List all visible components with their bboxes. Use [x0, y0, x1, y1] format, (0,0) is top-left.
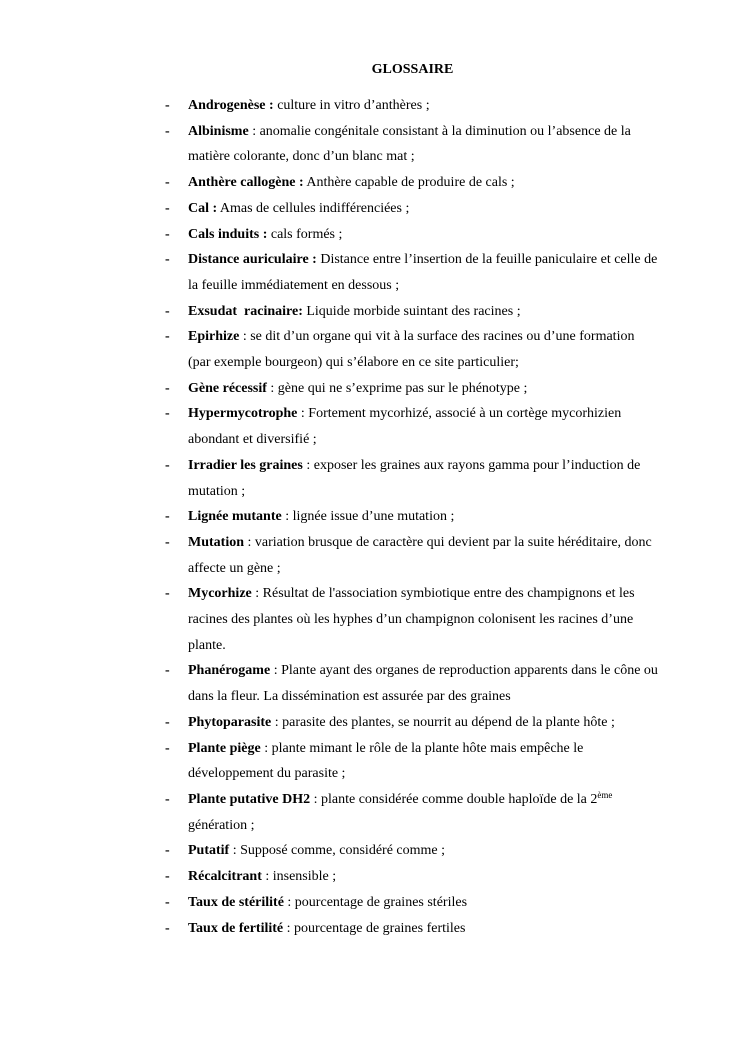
glossary-entry-irradier-les-graines	[0, 453, 745, 504]
entry-term: Récalcitrant	[188, 869, 262, 885]
entry-text	[188, 787, 660, 838]
bullet-dash: -	[165, 226, 170, 242]
glossary-entry-albinisme	[0, 119, 745, 170]
bullet-dash: -	[165, 200, 170, 216]
entry-text	[188, 196, 660, 222]
entry-term: Hypermycotrophe	[188, 406, 298, 422]
entry-term: Gène récessif	[188, 380, 267, 396]
glossary-entry-taux-de-fertilite	[0, 916, 745, 942]
entry-term: Androgenèse :	[188, 98, 274, 113]
entry-text	[188, 119, 660, 170]
bullet-dash: -	[165, 714, 170, 730]
entry-definition: culture in vitro d’anthères ;	[273, 98, 430, 113]
bullet-dash: -	[165, 509, 170, 525]
entry-term: Albinisme	[188, 123, 249, 139]
entry-definition: cals formés ;	[267, 226, 343, 242]
glossary-entry-distance-auriculaire	[0, 247, 745, 298]
entry-text	[188, 93, 660, 119]
entry-definition: : exposer les graines aux rayons gamma pour l’induction de mutation ;	[188, 457, 641, 499]
entry-superscript: ème	[597, 789, 613, 800]
bullet-dash: -	[165, 457, 170, 473]
entry-text	[188, 658, 660, 709]
bullet-dash: -	[165, 894, 170, 910]
entry-term: Putatif	[188, 843, 230, 859]
glossary-entry-anthere-callogene	[0, 170, 745, 196]
entry-term: Cals induits :	[188, 226, 268, 242]
entry-definition: : plante mimant le rôle de la plante hôte mais empêche le développement du parasite ;	[188, 740, 584, 782]
entry-term: Plante putative DH2	[188, 791, 311, 807]
entry-text	[188, 170, 660, 196]
entry-text	[188, 376, 660, 402]
bullet-dash: -	[165, 586, 170, 602]
glossary-entry-phanerogame	[0, 658, 745, 709]
entry-term: Phanérogame	[188, 663, 271, 679]
entry-text	[188, 710, 660, 736]
entry-definition-continued: génération ;	[188, 817, 255, 833]
bullet-dash: -	[165, 98, 170, 113]
entry-term: Anthère callogène :	[188, 175, 304, 191]
glossary-entry-epirhize	[0, 324, 745, 375]
entry-text	[188, 401, 660, 452]
bullet-dash: -	[165, 380, 170, 396]
bullet-dash: -	[165, 663, 170, 679]
page-title: GLOSSAIRE	[371, 62, 454, 77]
entry-definition: : gène qui ne s’exprime pas sur le phénotype ;	[266, 380, 528, 396]
glossary-entry-mutation	[0, 530, 745, 581]
glossary-entry-exsudat-racinaire	[0, 299, 745, 325]
entry-definition: : Fortement mycorhizé, associé à un cortège mycorhizien abondant et diversifié ;	[188, 406, 622, 448]
entry-text	[188, 504, 660, 530]
bullet-dash: -	[165, 303, 170, 319]
entry-definition: Anthère capable de produire de cals ;	[303, 175, 515, 191]
entry-text	[188, 864, 660, 890]
bullet-dash: -	[165, 843, 170, 859]
entry-definition: : insensible ;	[261, 869, 337, 885]
entry-text	[188, 453, 660, 504]
entry-term: Irradier les graines	[188, 457, 303, 473]
entry-term: Distance auriculaire :	[188, 252, 317, 268]
glossary-entry-recalcitrant	[0, 864, 745, 890]
bullet-dash: -	[165, 123, 170, 139]
entry-text	[188, 736, 660, 787]
glossary-entry-taux-de-sterilite	[0, 890, 745, 916]
entry-definition: : pourcentage de graines fertiles	[283, 920, 466, 936]
entry-term: Mycorhize	[188, 586, 252, 602]
entry-text	[188, 530, 660, 581]
entry-text	[188, 890, 660, 916]
entry-definition: : plante considérée comme double haploïde de la 2	[310, 791, 598, 807]
glossary-entry-plante-putative-dh2	[0, 787, 745, 838]
entry-text	[188, 324, 660, 375]
entry-definition: : lignée issue d’une mutation ;	[281, 509, 455, 525]
entry-definition: Amas de cellules indifférenciées ;	[217, 200, 410, 216]
entry-definition: Distance entre l’insertion de la feuille paniculaire et celle de la feuille immédiatement en dessous ;	[188, 252, 658, 293]
entry-definition: : anomalie congénitale consistant à la diminution ou l’absence de la matière colorante, donc d’un blanc mat ;	[188, 123, 631, 165]
bullet-dash: -	[165, 791, 170, 807]
glossary-entry-plante-piege	[0, 736, 745, 787]
entry-text	[188, 247, 660, 298]
entry-term: Lignée mutante	[188, 509, 282, 525]
glossary-entry-gene-recessif	[0, 376, 745, 402]
bullet-dash: -	[165, 920, 170, 936]
entry-definition: : se dit d’un organe qui vit à la surface des racines ou d’une formation (par exemple bourgeon) qui s’élabore en ce site particulier;	[188, 329, 635, 371]
entry-definition: : Plante ayant des organes de reproduction apparents dans le cône ou dans la fleur. La dissémination est assurée par des graines	[188, 663, 658, 705]
bullet-dash: -	[165, 740, 170, 756]
glossary-entry-mycorhize	[0, 581, 745, 658]
entry-term: Mutation	[188, 534, 244, 550]
bullet-dash: -	[165, 406, 170, 422]
entry-text	[188, 916, 660, 942]
glossary-list	[0, 93, 745, 941]
glossary-entry-cal	[0, 196, 745, 222]
bullet-dash: -	[165, 175, 170, 191]
entry-definition: Liquide morbide suintant des racines ;	[302, 303, 521, 319]
entry-text	[188, 299, 660, 325]
bullet-dash: -	[165, 869, 170, 885]
entry-definition: : variation brusque de caractère qui devient par la suite héréditaire, donc affecte un gène ;	[188, 534, 652, 576]
entry-definition: : Résultat de l'association symbiotique entre des champignons et les racines des plantes où les hyphes d’un champignon colonisent les racines d’une plante.	[188, 586, 635, 653]
entry-text	[188, 838, 660, 864]
entry-definition: : parasite des plantes, se nourrit au dépend de la plante hôte ;	[271, 714, 615, 730]
entry-term: Cal :	[188, 200, 218, 216]
glossary-entry-putatif	[0, 838, 745, 864]
glossary-entry-phytoparasite	[0, 710, 745, 736]
entry-term: Plante piège	[188, 740, 261, 756]
glossary-entry-lignee-mutante	[0, 504, 745, 530]
entry-term: Exsudat racinaire:	[188, 303, 303, 319]
entry-definition: : pourcentage de graines stériles	[283, 894, 468, 910]
bullet-dash: -	[165, 534, 170, 550]
glossary-entry-androgenese	[0, 93, 745, 119]
entry-definition: : Supposé comme, considéré comme ;	[229, 843, 446, 859]
entry-text	[188, 581, 660, 658]
entry-term: Phytoparasite	[188, 714, 272, 730]
bullet-dash: -	[165, 252, 170, 268]
entry-term: Epirhize	[188, 329, 240, 345]
bullet-dash: -	[165, 329, 170, 345]
glossary-entry-hypermycotrophe	[0, 401, 745, 452]
entry-term: Taux de fertilité	[188, 920, 284, 936]
entry-text	[188, 222, 660, 248]
glossary-entry-cals-induits	[0, 222, 745, 248]
entry-term: Taux de stérilité	[188, 894, 284, 910]
